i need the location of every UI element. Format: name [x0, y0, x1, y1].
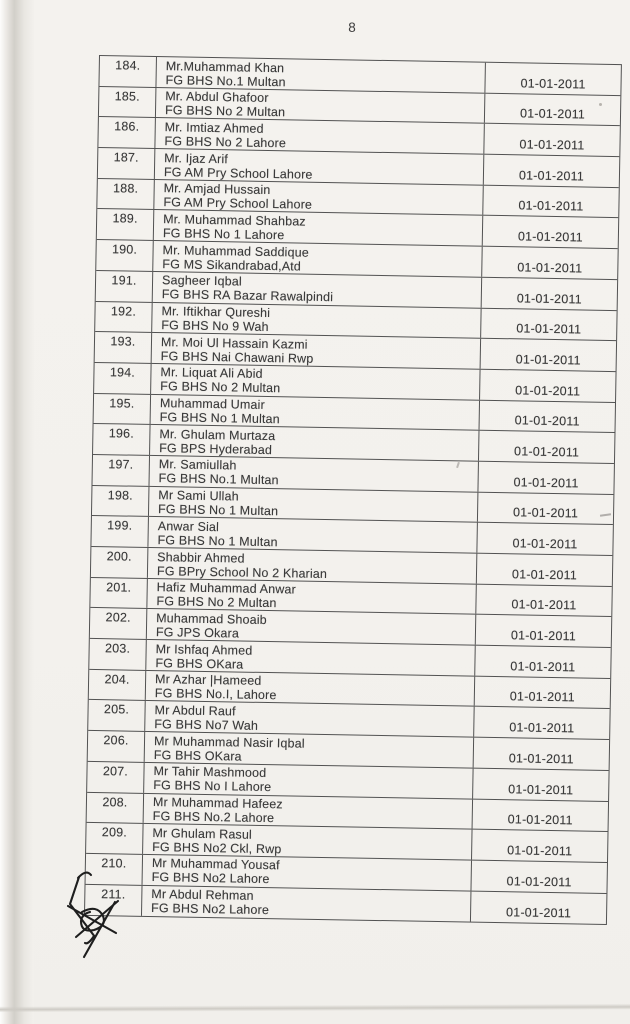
officer-cell: [155, 149, 484, 184]
serial-number: 204.: [89, 670, 147, 701]
page-number: 8: [348, 20, 356, 35]
officer-cell: [155, 118, 484, 153]
serial-number: 202.: [90, 608, 148, 639]
officer-cell: [148, 548, 477, 583]
serial-number: 186.: [98, 117, 156, 148]
school-name: FG BHS OKara: [155, 655, 244, 672]
school-name: FG AM Pry School Lahore: [163, 195, 313, 212]
officer-name: Mr Abdul Rehman: [151, 887, 254, 903]
school-name: FG BHS No.2 Lahore: [152, 809, 275, 826]
promotion-date: 01-01-2011: [515, 352, 581, 368]
school-name: FG BHS No2 Lahore: [151, 870, 270, 887]
serial-number: 184.: [99, 56, 157, 87]
serial-number: 190.: [96, 240, 154, 271]
officer-cell: [154, 180, 483, 215]
serial-number: 193.: [95, 332, 153, 363]
officer-cell: [149, 487, 478, 522]
serial-number: 194.: [94, 363, 152, 394]
officer-name: Mr. Ghulam Murtaza: [159, 426, 276, 443]
serial-number: 191.: [96, 271, 154, 302]
serial-number: 198.: [92, 486, 150, 517]
school-name: FG BHS No2 Lahore: [150, 901, 270, 918]
promotion-date: 01-01-2011: [516, 321, 582, 337]
school-name: FG JPS Okara: [155, 624, 240, 641]
promotion-date: 01-01-2011: [511, 597, 577, 613]
officer-cell: [144, 763, 473, 798]
school-name: FG BHS OKara: [153, 747, 242, 764]
officer-name: Mr Muhammad Yousaf: [151, 856, 280, 873]
serial-number: 209.: [86, 823, 144, 854]
promotion-date: 01-01-2011: [517, 260, 583, 276]
school-name: FG BHS No7 Wah: [154, 717, 259, 733]
promotion-date: 01-01-2011: [520, 76, 586, 92]
officer-name: Mr Abdul Rauf: [154, 703, 236, 719]
promotion-date: 01-01-2011: [507, 812, 573, 828]
serial-number: 205.: [88, 700, 146, 731]
promotion-date: 01-01-2011: [511, 566, 578, 583]
officer-cell: [150, 425, 479, 460]
scan-artifact-speck: [599, 103, 602, 106]
serial-number: 210.: [86, 854, 144, 885]
school-name: FG BHS No 2 Multan: [160, 379, 281, 396]
serial-number: 196.: [93, 424, 151, 455]
promotion-date: 01-01-2011: [519, 106, 586, 122]
officer-name: Mr. Muhammad Saddique: [162, 242, 309, 260]
promotion-date: 01-01-2011: [505, 905, 572, 921]
school-name: FG BHS No.I, Lahore: [154, 686, 277, 703]
officer-name: Mr Ghulam Rasul: [152, 825, 253, 842]
promotion-date: 01-01-2011: [518, 168, 585, 184]
officer-cell: [145, 701, 474, 736]
paper-crease: [0, 1004, 630, 1013]
promotion-date: 01-01-2011: [512, 536, 578, 552]
officer-name: Mr Azhar |Hameed: [154, 672, 262, 689]
officer-cell: [153, 272, 482, 307]
school-name: FG BHS No 1 Lahore: [162, 226, 285, 243]
school-name: FG BHS No2 Ckl, Rwp: [152, 839, 282, 856]
serial-number: 187.: [98, 148, 156, 179]
page-left-shadow: [0, 0, 34, 1024]
promotion-date: 01-01-2011: [509, 720, 575, 736]
serial-number: 201.: [90, 578, 148, 609]
officer-cell: [147, 609, 476, 644]
promotion-date: 01-01-2011: [508, 781, 574, 797]
serial-number: 206.: [88, 731, 146, 762]
promotion-date: 01-01-2011: [508, 751, 574, 767]
promotion-date: 01-01-2011: [507, 843, 573, 859]
serial-number: 208.: [87, 792, 145, 823]
officer-name: Mr Muhammad Hafeez: [152, 795, 283, 812]
officer-name: Hafiz Muhammad Anwar: [156, 580, 296, 597]
school-name: FG MS Sikandrabad,Atd: [162, 256, 302, 274]
serial-number: 203.: [89, 639, 147, 670]
school-name: FG AM Pry School Lahore: [163, 164, 313, 182]
officer-cell: [144, 793, 473, 828]
officer-cell: [149, 456, 478, 491]
officer-name: Mr. Samiullah: [158, 457, 237, 473]
officer-cell: [146, 640, 475, 675]
school-name: FG BHS No 9 Wah: [161, 318, 269, 335]
school-name: FG BHS No 1 Multan: [157, 532, 278, 550]
officer-name: Mr. Moi Ul Hassain Kazmi: [160, 334, 308, 352]
school-name: FG BPS Hyderabad: [159, 440, 273, 457]
promotion-date: 01-01-2011: [510, 628, 577, 644]
officer-name: Mr. Iftikhar Qureshi: [161, 304, 271, 321]
officer-name: Anwar Sial: [157, 518, 220, 534]
officer-cell: [152, 302, 481, 337]
officer-cell: [143, 824, 472, 859]
serial-number: 200.: [91, 547, 149, 578]
school-name: FG BHS No 2 Lahore: [164, 134, 287, 151]
officer-cell: [153, 241, 482, 276]
school-name: FG BHS No 1 Multan: [159, 410, 280, 427]
school-name: FG BHS No 2 Multan: [156, 594, 277, 611]
serial-number: 188.: [97, 179, 155, 210]
school-name: FG BHS No 1 Multan: [157, 502, 279, 519]
officer-name: Shabbir Ahmed: [157, 549, 245, 566]
serial-number: 189.: [97, 209, 155, 240]
officer-cell: [145, 732, 474, 767]
officer-name: Mr. Abdul Ghafoor: [165, 89, 269, 106]
promotion-date: 01-01-2011: [512, 505, 579, 521]
officer-cell: [148, 517, 477, 552]
officer-name: Mr Sami Ullah: [158, 488, 239, 504]
officer-cell: [152, 333, 481, 368]
school-name: FG BHS RA Bazar Rawalpindi: [161, 287, 334, 305]
officer-name: Mr.Muhammad Khan: [165, 58, 285, 75]
officer-name: Mr. Imtiaz Ahmed: [164, 120, 264, 136]
promotion-date: 01-01-2011: [509, 689, 575, 705]
school-name: FG BHS No.1 Multan: [158, 471, 279, 488]
promotion-date: 01-01-2011: [518, 198, 584, 214]
officer-cell: [143, 855, 472, 890]
officer-name: Mr. Muhammad Shahbaz: [163, 212, 306, 229]
promotion-date: 01-01-2011: [515, 382, 581, 399]
serial-number: 192.: [95, 301, 153, 332]
officer-cell: [151, 395, 480, 430]
officer-name: Muhammad Umair: [159, 396, 265, 413]
officer-cell: [146, 671, 475, 706]
officer-cell: [156, 57, 485, 92]
officer-cell: [154, 210, 483, 245]
promotion-date: 01-01-2011: [513, 474, 579, 491]
school-name: FG BHS No I Lahore: [153, 778, 272, 795]
officer-cell: [151, 364, 480, 399]
officer-name: Sagheer Iqbal: [161, 273, 242, 289]
promotion-date: 01-01-2011: [517, 229, 584, 245]
officer-cell: [156, 88, 485, 123]
school-name: FG BPry School No 2 Kharian: [156, 563, 328, 581]
officer-name: Mr. Amjad Hussain: [163, 181, 271, 198]
serial-number: 207.: [87, 762, 145, 793]
officer-name: Mr Muhammad Nasir Iqbal: [153, 733, 305, 751]
promotion-date: 01-01-2011: [514, 444, 580, 460]
promotion-date: 01-01-2011: [510, 659, 576, 675]
serial-number: 185.: [99, 87, 157, 118]
officer-name: Mr. Ijaz Arif: [164, 150, 229, 166]
promotion-date: 01-01-2011: [519, 137, 585, 153]
school-name: FG BHS No.1 Multan: [165, 72, 286, 89]
serial-number: 199.: [91, 516, 149, 547]
officer-name: Mr Ishfaq Ahmed: [155, 641, 253, 658]
promotion-date: 01-01-2011: [516, 290, 582, 306]
officer-cell: [142, 885, 471, 921]
school-name: FG BHS No 2 Multan: [164, 103, 286, 120]
serial-number: 197.: [93, 455, 151, 486]
officer-name: Muhammad Shoaib: [156, 610, 267, 627]
officer-name: Mr Tahir Mashmood: [153, 764, 267, 781]
document-table: [84, 55, 622, 925]
school-name: FG BHS Nai Chawani Rwp: [160, 348, 314, 366]
promotion-date: 01-01-2011: [514, 413, 580, 429]
promotion-date: 01-01-2011: [506, 873, 572, 889]
officer-name: Mr. Liquat Ali Abid: [160, 365, 263, 382]
serial-number: 211.: [85, 884, 143, 916]
serial-number: 195.: [94, 394, 152, 425]
officer-cell: [147, 579, 476, 614]
